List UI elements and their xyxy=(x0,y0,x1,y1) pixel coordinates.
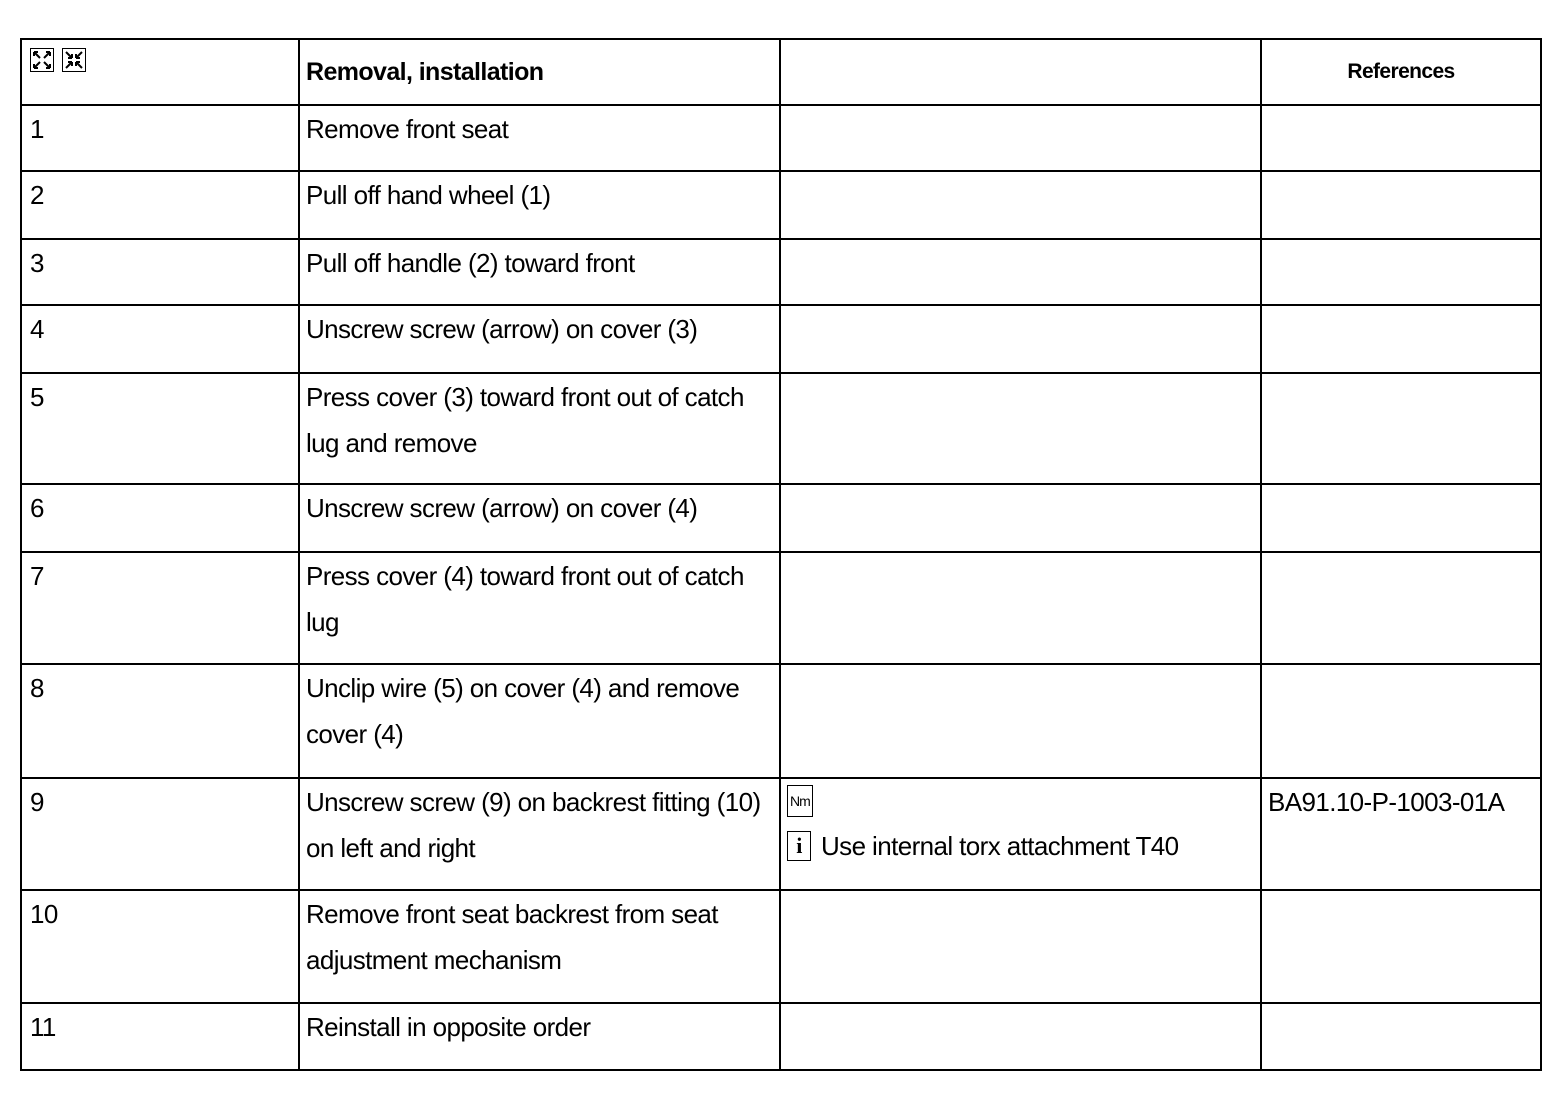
step-number: 11 xyxy=(21,1003,299,1070)
step-number: 3 xyxy=(21,239,299,305)
step-text: Unclip wire (5) on cover (4) and remove cover (4) xyxy=(299,664,780,778)
step-note xyxy=(780,890,1261,1003)
step-reference xyxy=(1261,105,1541,171)
step-number: 5 xyxy=(21,373,299,484)
step-reference xyxy=(1261,171,1541,239)
step-number: 8 xyxy=(21,664,299,778)
step-reference xyxy=(1261,890,1541,1003)
step-text: Press cover (3) toward front out of catch lug and remove xyxy=(299,373,780,484)
step-text: Remove front seat xyxy=(299,105,780,171)
table-row xyxy=(21,484,1541,552)
step-text: Unscrew screw (arrow) on cover (3) xyxy=(299,305,780,373)
table-row xyxy=(21,373,1541,484)
step-text: Remove front seat backrest from seat adjustment mechanism xyxy=(299,890,780,1003)
step-reference xyxy=(1261,484,1541,552)
step-note xyxy=(780,239,1261,305)
step-reference xyxy=(1261,664,1541,778)
table-header-row xyxy=(21,39,1541,105)
step-note xyxy=(780,552,1261,664)
step-reference xyxy=(1261,239,1541,305)
step-note xyxy=(780,105,1261,171)
table-row xyxy=(21,105,1541,171)
torque-icon[interactable]: Nm xyxy=(787,785,813,817)
step-reference xyxy=(1261,305,1541,373)
step-note xyxy=(780,373,1261,484)
step-number: 4 xyxy=(21,305,299,373)
step-number: 7 xyxy=(21,552,299,664)
references-column-header: References xyxy=(1261,39,1541,105)
notes-column-header xyxy=(780,39,1261,105)
expand-icon[interactable] xyxy=(30,48,54,72)
header-icons-cell xyxy=(21,39,299,105)
table-row xyxy=(21,890,1541,1003)
step-note xyxy=(780,305,1261,373)
step-reference[interactable]: BA91.10-P-1003-01A xyxy=(1261,778,1541,890)
info-icon[interactable]: i xyxy=(787,831,811,861)
table-row xyxy=(21,1003,1541,1070)
step-text: Reinstall in opposite order xyxy=(299,1003,780,1070)
step-note: Use internal torx attachment T40 xyxy=(821,831,1179,861)
step-text: Unscrew screw (arrow) on cover (4) xyxy=(299,484,780,552)
step-note-cell xyxy=(780,778,1261,890)
step-text: Pull off hand wheel (1) xyxy=(299,171,780,239)
collapse-icon[interactable] xyxy=(62,48,86,72)
table-row xyxy=(21,171,1541,239)
info-note xyxy=(787,829,1254,863)
step-reference xyxy=(1261,373,1541,484)
step-text: Pull off handle (2) toward front xyxy=(299,239,780,305)
step-note xyxy=(780,1003,1261,1070)
step-number: 9 xyxy=(21,778,299,890)
step-number: 2 xyxy=(21,171,299,239)
procedure-table xyxy=(20,38,1542,1071)
step-reference xyxy=(1261,552,1541,664)
step-note xyxy=(780,171,1261,239)
table-row xyxy=(21,305,1541,373)
table-row xyxy=(21,552,1541,664)
step-note xyxy=(780,664,1261,778)
table-row xyxy=(21,664,1541,778)
step-text: Unscrew screw (9) on backrest fitting (10) on left and right xyxy=(299,778,780,890)
table-row xyxy=(21,239,1541,305)
step-note xyxy=(780,484,1261,552)
step-number: 6 xyxy=(21,484,299,552)
table-row xyxy=(21,778,1541,890)
step-number: 10 xyxy=(21,890,299,1003)
step-text: Press cover (4) toward front out of catch lug xyxy=(299,552,780,664)
step-reference xyxy=(1261,1003,1541,1070)
procedure-column-header: Removal, installation xyxy=(299,39,780,105)
step-number: 1 xyxy=(21,105,299,171)
